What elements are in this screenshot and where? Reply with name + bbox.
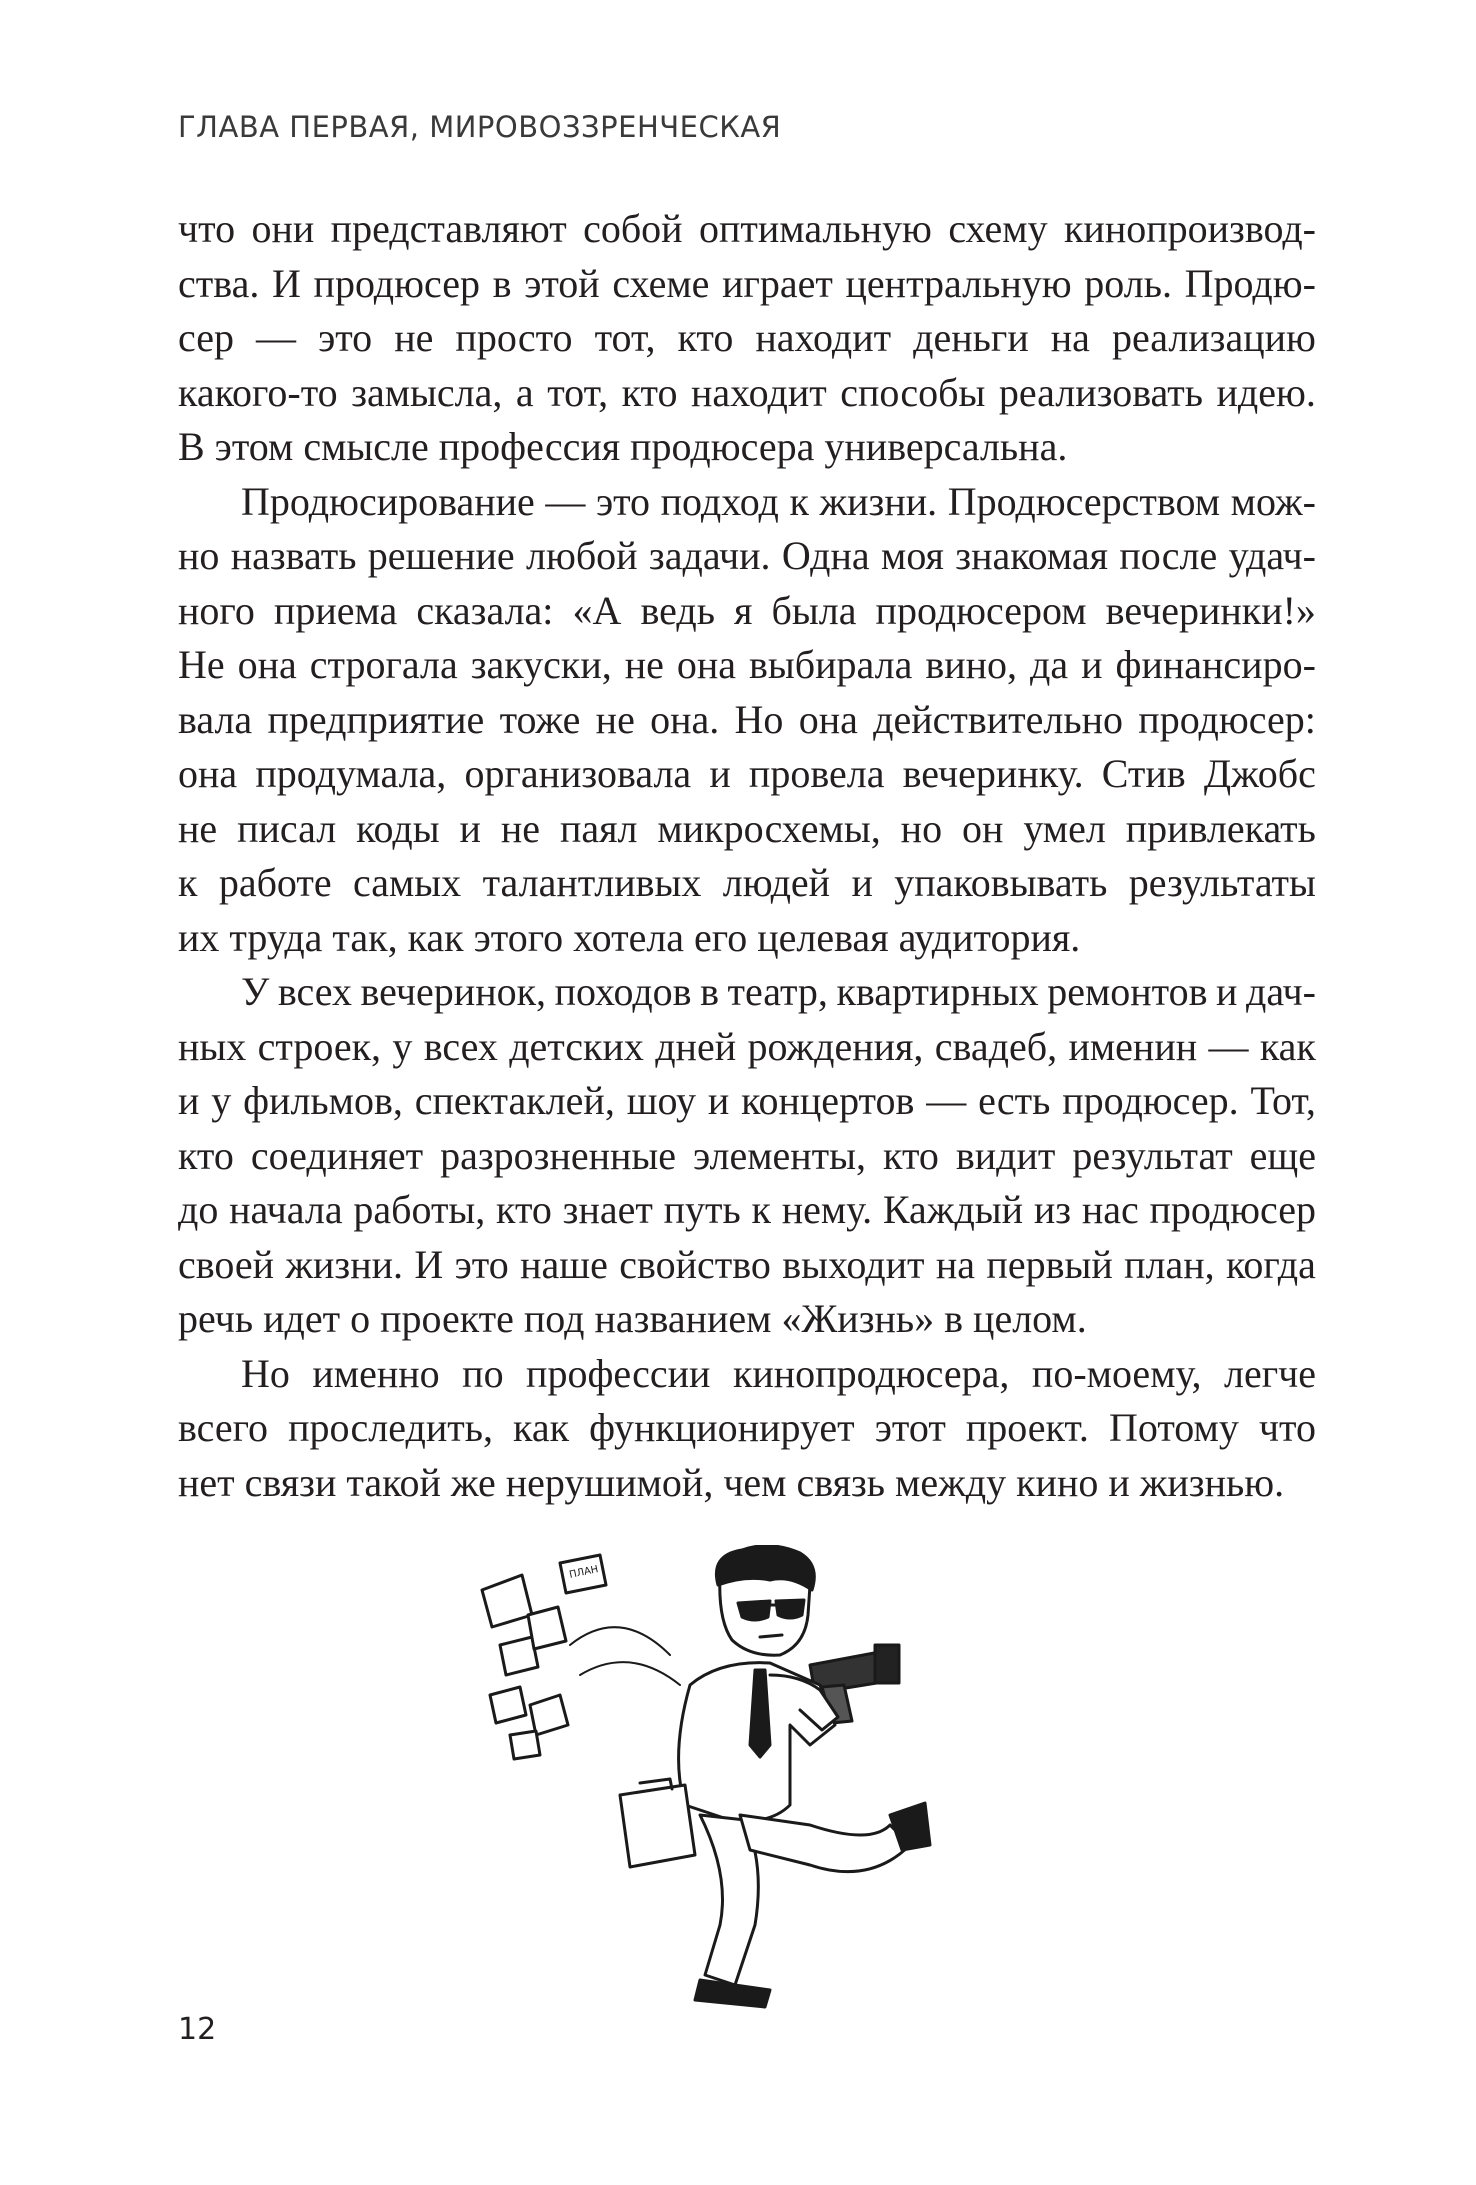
flying-papers-icon xyxy=(482,1555,606,1759)
text-line: кто соединяет разрозненные элементы, кто видит результат еще xyxy=(178,1132,1316,1178)
text-line: Но именно по профессии кинопродюсера, по-моему, легче xyxy=(241,1350,1316,1396)
page-number: 12 xyxy=(178,2012,217,2047)
text-line: ного приема сказала: «А ведь я была продюсером вечеринки!» xyxy=(178,587,1316,633)
text-line: Продюсирование — это подход к жизни. Продюсерством мож- xyxy=(241,478,1316,524)
paragraph xyxy=(178,1347,1316,1511)
text-line: она продумала, организовала и провела вечеринку. Стив Джобс xyxy=(178,751,1316,796)
text-line: ных строек, у всех детских дней рождения, свадеб, именин — как xyxy=(178,1023,1316,1069)
paragraph xyxy=(178,202,1316,475)
head xyxy=(716,1546,814,1656)
text-line: но назвать решение любой задачи. Одна моя знакомая после удач- xyxy=(178,533,1316,578)
text-line: к работе самых талантливых людей и упаковывать результаты xyxy=(178,860,1316,905)
text-line: что они представляют собой оптимальную схему кинопроизвод- xyxy=(178,206,1316,251)
text-line: ства. И продюсер в этой схеме играет центральную роль. Продю- xyxy=(178,260,1316,306)
text-line: какого-то замысла, а тот, кто находит способы реализовать идею. xyxy=(178,369,1316,415)
paragraph xyxy=(178,475,1316,966)
body-text xyxy=(178,202,1316,1510)
paper-label: ПЛАН xyxy=(568,1564,600,1581)
text-line: У всех вечеринок, походов в театр, квартирных ремонтов и дач- xyxy=(241,969,1316,1014)
text-line: речь идет о проекте под названием «Жизнь» в целом. xyxy=(178,1296,1087,1341)
text-line: всего проследить, как функционирует этот проект. Потому что xyxy=(178,1405,1316,1450)
paragraph xyxy=(178,965,1316,1347)
text-line: их труда так, как этого хотела его целевая аудитория. xyxy=(178,914,1081,960)
text-line: своей жизни. И это наше свойство выходит на первый план, когда xyxy=(178,1241,1316,1287)
text-line: вала предприятие тоже не она. Но она действительно продюсер: xyxy=(178,696,1316,742)
text-line: Не она строгала закуски, не она выбирала вино, да и финансиро- xyxy=(178,642,1316,687)
text-line: В этом смысле профессия продюсера универсальна. xyxy=(178,424,1068,469)
producer-with-gun-illustration xyxy=(470,1545,1030,2010)
text-line: не писал коды и не паял микросхемы, но он умел привлекать xyxy=(178,805,1316,851)
text-line: сер — это не просто тот, кто находит деньги на реализацию xyxy=(178,315,1316,360)
text-line: и у фильмов, спектаклей, шоу и концертов — есть продюсер. Тот, xyxy=(178,1078,1316,1123)
running-head: ГЛАВА ПЕРВАЯ, МИРОВОЗЗРЕНЧЕСКАЯ xyxy=(178,110,782,144)
text-line: до начала работы, кто знает путь к нему. Каждый из нас продюсер xyxy=(178,1187,1316,1232)
legs xyxy=(695,1803,930,2007)
text-line: нет связи такой же нерушимой, чем связь между кино и жизнью. xyxy=(178,1459,1285,1505)
